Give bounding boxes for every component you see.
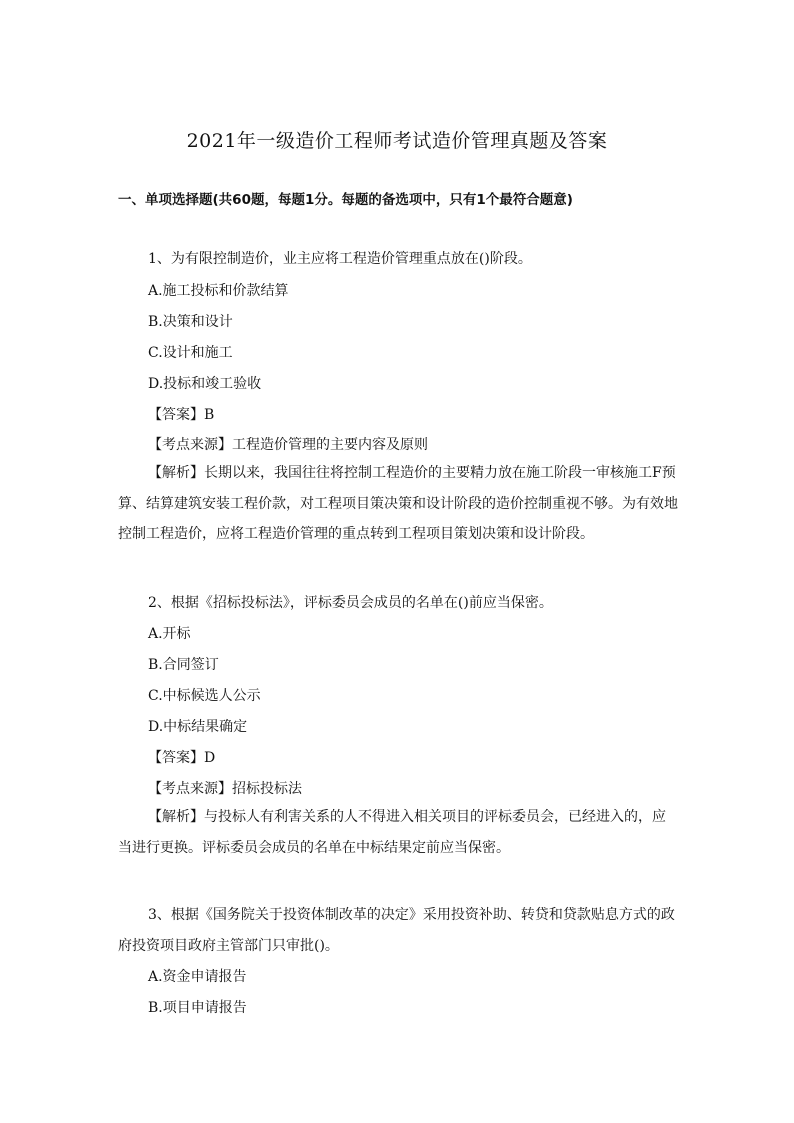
answer: 【答案】D <box>148 750 216 766</box>
option-c: C.中标候选人公示 <box>148 688 261 704</box>
section-heading: 一、单项选择题(共60题，每题1分。每题的备选项中，只有1个最符合题意) <box>118 192 573 208</box>
option-a: A.资金申请报告 <box>148 969 247 985</box>
answer: 【答案】B <box>148 407 215 423</box>
option-b: B.合同签订 <box>148 657 219 673</box>
source: 【考点来源】工程造价管理的主要内容及原则 <box>148 437 428 453</box>
option-b: B.决策和设计 <box>148 314 233 330</box>
document-title: 2021年一级造价工程师考试造价管理真题及答案 <box>186 130 608 152</box>
question-stem: 1、为有限控制造价，业主应将工程造价管理重点放在()阶段。 <box>148 251 532 267</box>
analysis: 【解析】与投标人有利害关系的人不得进入相关项目的评标委员会，已经进入的，应当进行更换。评标委员会成员的名单在中标结果定前应当保密。 <box>118 809 666 856</box>
question-stem: 3、根据《国务院关于投资体制改革的决定》采用投资补助、转贷和贷款贴息方式的政府投资项目政府主管部门只审批()。 <box>118 907 675 954</box>
option-c: C.设计和施工 <box>148 345 233 361</box>
source: 【考点来源】招标投标法 <box>148 781 302 797</box>
option-a: A.施工投标和价款结算 <box>148 283 289 299</box>
option-b: B.项目申请报告 <box>148 1000 247 1016</box>
question-stem: 2、根据《招标投标法》，评标委员会成员的名单在()前应当保密。 <box>148 595 553 611</box>
analysis: 【解析】长期以来，我国往往将控制工程造价的主要精力放在施工阶段一审核施工F预算、结算建筑安装工程价款，对工程项目策决策和设计阶段的造价控制重视不够。为有效地控制工程造价，应将工程造价管理的重点转到工程项目策划决策和设计阶段。 <box>118 465 678 542</box>
option-d: D.投标和竣工验收 <box>148 376 262 392</box>
option-d: D.中标结果确定 <box>148 719 248 735</box>
option-a: A.开标 <box>148 626 191 642</box>
